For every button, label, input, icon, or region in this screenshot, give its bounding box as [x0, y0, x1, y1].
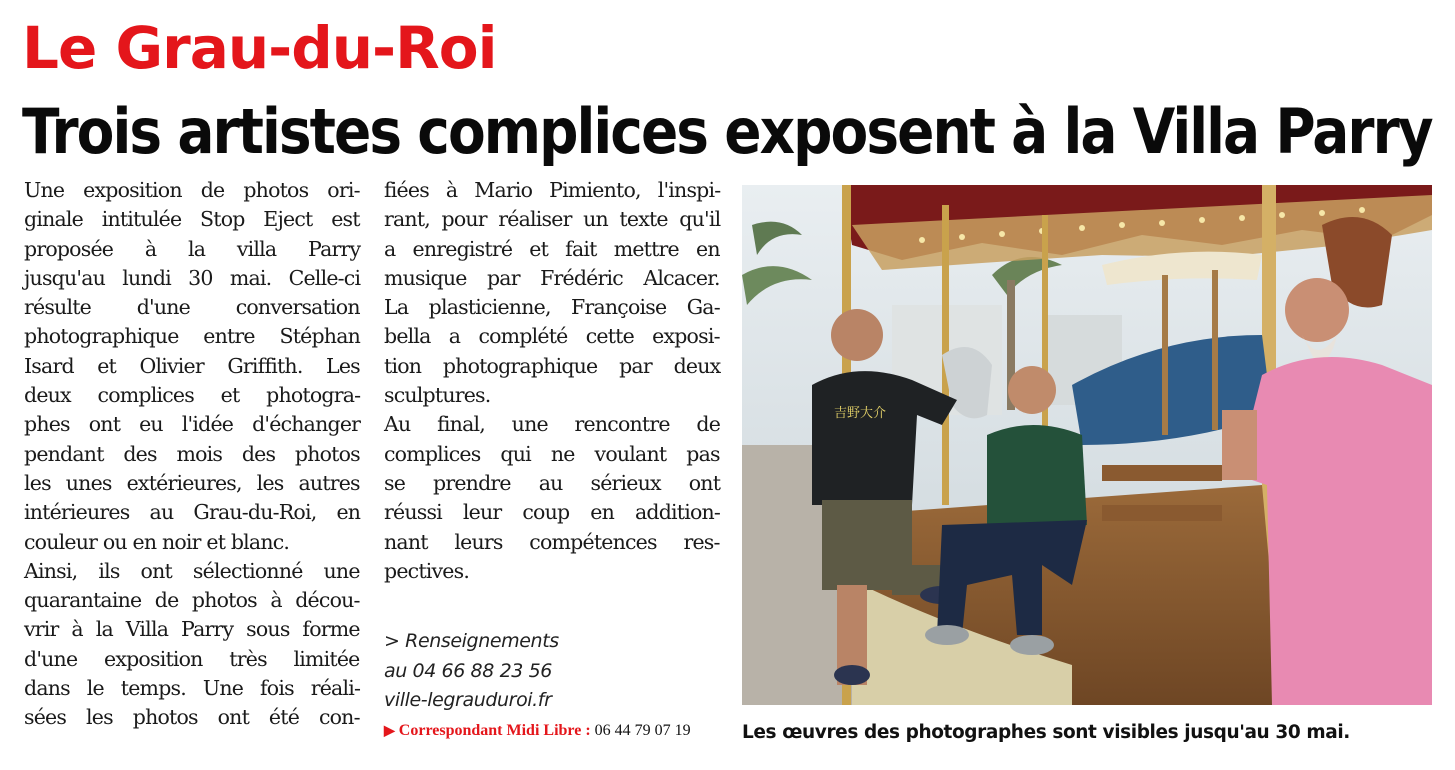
- correspondent-phone: 06 44 79 07 19: [594, 722, 691, 739]
- photo-caption: Les œuvres des photographes sont visibles jusqu'au 30 mai.: [742, 722, 1350, 743]
- text-line: sées les photos ont été con-: [24, 705, 360, 730]
- text-line: musique par Frédéric Alcacer.: [384, 265, 720, 290]
- triangle-marker-icon: ▶: [384, 724, 395, 739]
- text-line: dans le temps. Une fois réali-: [24, 676, 361, 701]
- text-line: bella a complété cette exposi-: [384, 324, 720, 349]
- tshirt-print: 吉野大介: [833, 406, 887, 421]
- text-line: intérieures au Grau-du-Roi, en: [24, 500, 361, 525]
- text-line: proposée à la villa Parry: [24, 236, 361, 261]
- text-line: couleur ou en noir et blanc.: [24, 529, 290, 554]
- text-line: phes ont eu l'idée d'échanger: [24, 412, 361, 437]
- text-line: Au final, une rencontre de: [384, 412, 721, 437]
- section-kicker: Le Grau-du-Roi: [22, 14, 497, 82]
- text-line: Ainsi, ils ont sélectionné une: [24, 558, 360, 583]
- info-heading: > Renseignements: [384, 630, 559, 652]
- text-line: complices qui ne voulant pas: [384, 441, 720, 466]
- text-line: Isard et Olivier Griffith. Les: [24, 353, 360, 378]
- text-line: Une exposition de photos ori-: [24, 178, 360, 202]
- article-column-2: [384, 176, 720, 586]
- text-line: nant leurs compétences res-: [384, 529, 720, 554]
- carousel-photo-illustration: [742, 185, 1432, 705]
- text-line: photographique entre Stéphan: [24, 324, 361, 349]
- text-line: rant, pour réaliser un texte qu'il: [384, 207, 721, 232]
- article-photo: [742, 185, 1432, 705]
- correspondent-credit: [384, 722, 691, 740]
- info-phone: au 04 66 88 23 56: [384, 659, 552, 682]
- text-line: ginale intitulée Stop Eject est: [24, 207, 360, 232]
- text-line: les unes extérieures, les autres: [24, 470, 360, 495]
- text-line: pendant des mois des photos: [24, 441, 360, 466]
- article-column-1: [24, 176, 360, 733]
- text-line: vrir à la Villa Parry sous forme: [24, 617, 360, 642]
- info-website: ville-legrauduroi.fr: [384, 689, 552, 711]
- article-headline: Trois artistes complices exposent à la Villa Parry: [22, 95, 1432, 168]
- text-line: résulte d'une conversation: [24, 295, 360, 320]
- correspondent-label: Correspondant Midi Libre :: [398, 722, 591, 739]
- text-line: La plasticienne, Françoise Ga-: [384, 295, 720, 320]
- text-line: deux complices et photogra-: [24, 383, 361, 408]
- text-line: d'une exposition très limitée: [24, 646, 360, 671]
- text-line: pectives.: [384, 558, 470, 583]
- info-box: [384, 627, 559, 716]
- text-line: se prendre au sérieux ont: [384, 470, 721, 495]
- text-line: sculptures.: [384, 383, 491, 408]
- text-line: quarantaine de photos à décou-: [24, 588, 360, 613]
- text-line: tion photographique par deux: [384, 353, 721, 378]
- text-line: jusqu'au lundi 30 mai. Celle-ci: [24, 265, 361, 290]
- text-line: fiées à Mario Pimiento, l'inspi-: [384, 178, 721, 202]
- text-line: a enregistré et fait mettre en: [384, 236, 720, 261]
- text-line: réussi leur coup en addition-: [384, 500, 721, 525]
